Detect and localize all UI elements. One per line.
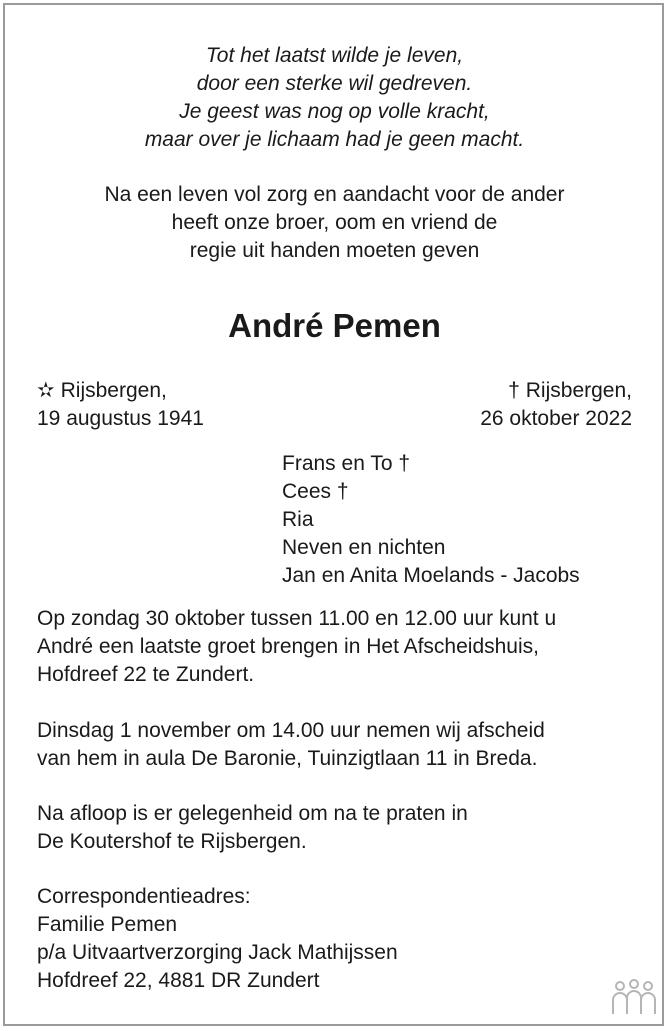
birth-info [37, 377, 204, 433]
poem [0, 42, 669, 154]
paragraph-line: Hofdreef 22, 4881 DR Zundert [37, 969, 320, 992]
relative-item: Cees † [282, 480, 349, 503]
death-place: Rijsbergen, [525, 379, 632, 402]
paragraph-line: Hofdreef 22 te Zundert. [37, 663, 255, 686]
star-icon: ✫ [37, 379, 55, 402]
paragraph-line: Dinsdag 1 november om 14.00 uur nemen wij afscheid [37, 719, 545, 742]
relative-item: Neven en nichten [282, 536, 446, 559]
deceased-name: André Pemen [228, 307, 441, 344]
relative-item: Jan en Anita Moelands - Jacobs [282, 564, 580, 587]
paragraph-line: Correspondentieadres: [37, 885, 251, 908]
paragraph-line: Na afloop is er gelegenheid om na te praten in [37, 802, 468, 825]
paragraph-line: van hem in aula De Baronie, Tuinzigtlaan 11 in Breda. [37, 747, 538, 770]
poem-line: Tot het laatst wilde je leven, [205, 44, 464, 67]
poem-line: maar over je lichaam had je geen macht. [144, 128, 525, 151]
death-date: 26 oktober 2022 [480, 407, 632, 430]
relatives-list [282, 450, 580, 590]
relative-item: Ria [282, 508, 314, 531]
paragraph-line: Familie Pemen [37, 913, 178, 936]
visitation-paragraph [37, 605, 556, 689]
intro-line: Na een leven vol zorg en aandacht voor de ander [104, 183, 565, 206]
gathering-paragraph [37, 800, 468, 856]
birth-place: Rijsbergen, [60, 379, 167, 402]
intro-line: regie uit handen moeten geven [189, 239, 480, 262]
paragraph-line: Op zondag 30 oktober tussen 11.00 en 12.00 uur kunt u [37, 607, 557, 630]
correspondence-address [37, 883, 398, 995]
paragraph-line: André een laatste groet brengen in Het Afscheidshuis, [37, 635, 539, 658]
death-info [480, 377, 632, 433]
people-group-icon [610, 977, 658, 1017]
intro-text [0, 181, 669, 265]
cross-icon: † [508, 379, 520, 402]
paragraph-line: p/a Uitvaartverzorging Jack Mathijssen [37, 941, 398, 964]
poem-line: door een sterke wil gedreven. [196, 72, 473, 95]
birth-date: 19 augustus 1941 [37, 407, 204, 430]
relative-item: Frans en To † [282, 452, 411, 475]
paragraph-line: De Koutershof te Rijsbergen. [37, 830, 307, 853]
ceremony-paragraph [37, 717, 545, 773]
poem-line: Je geest was nog op volle kracht, [179, 100, 490, 123]
intro-line: heeft onze broer, oom en vriend de [171, 211, 498, 234]
